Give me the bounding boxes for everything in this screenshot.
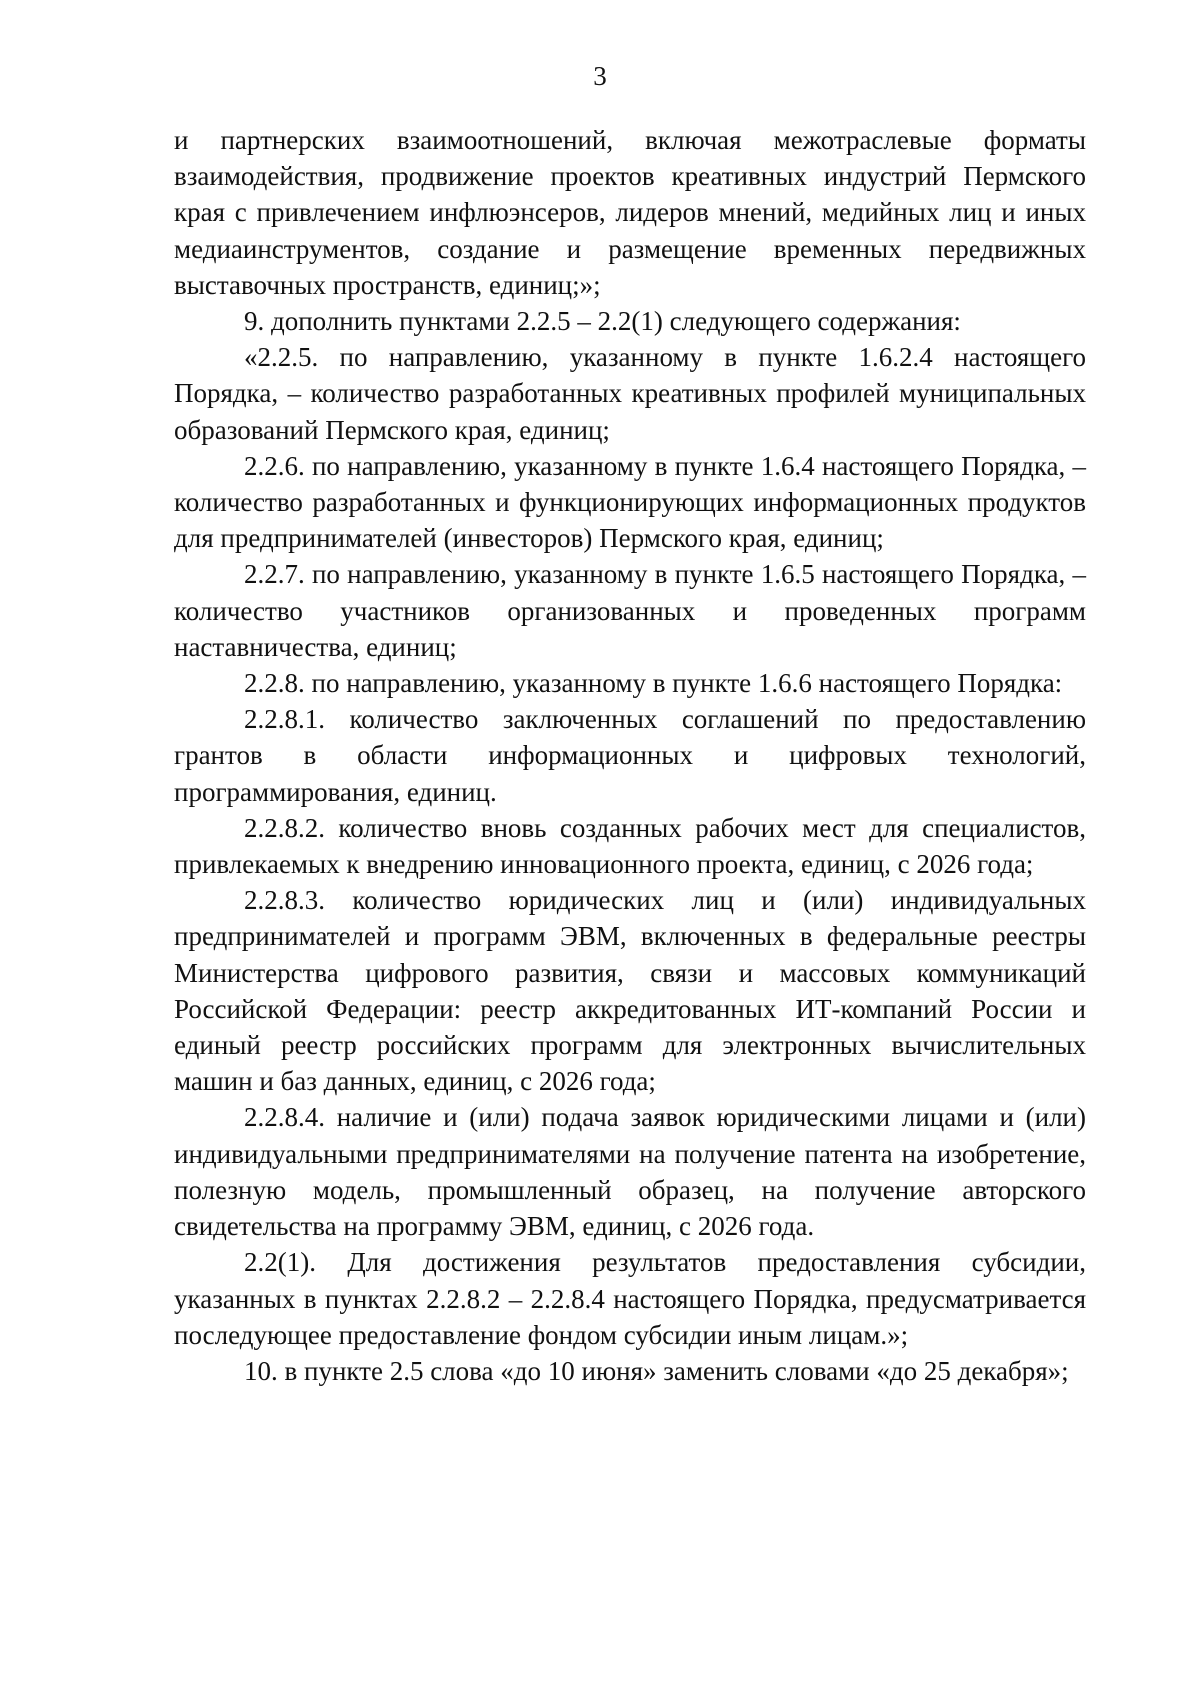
paragraph-2-2-8-3: 2.2.8.3. количество юридических лиц и (или) индивидуальных предпринимателей и программ ЭВМ, включенных в федеральные реестры Министерства цифрового развития, связи и массовых коммуникаций Российской Федерации: реестр аккредитованных ИТ-компаний России и единый реестр российских программ для электронных вычислительных машин и баз данных, единиц, с 2026 года; bbox=[174, 885, 1086, 1097]
document-body bbox=[174, 122, 1086, 1389]
paragraph-item-10: 10. в пункте 2.5 слова «до 10 июня» заменить словами «до 25 декабря»; bbox=[244, 1355, 1069, 1386]
paragraph-2-2-8: 2.2.8. по направлению, указанному в пункте 1.6.6 настоящего Порядка: bbox=[244, 668, 1063, 699]
page-number: 3 bbox=[593, 61, 607, 91]
paragraph-2-2-5: «2.2.5. по направлению, указанному в пункте 1.6.2.4 настоящего Порядка, – количество разработанных креативных профилей муниципальных образований Пермского края, единиц; bbox=[174, 342, 1086, 445]
paragraph-2-2-1: 2.2(1). Для достижения результатов предоставления субсидии, указанных в пунктах 2.2.8.2 – 2.2.8.4 настоящего Порядка, предусматривается последующее предоставление фондом субсидии иным лицам.»; bbox=[174, 1247, 1086, 1350]
paragraph-item-9: 9. дополнить пунктами 2.2.5 – 2.2(1) следующего содержания: bbox=[244, 306, 961, 337]
paragraph-2-2-6: 2.2.6. по направлению, указанному в пункте 1.6.4 настоящего Порядка, – количество разработанных и функционирующих информационных продуктов для предпринимателей (инвесторов) Пермского края, единиц; bbox=[174, 450, 1086, 554]
paragraph-2-2-8-1: 2.2.8.1. количество заключенных соглашений по предоставлению грантов в области информационных и цифровых технологий, программирования, единиц. bbox=[174, 704, 1086, 807]
paragraph-2-2-7: 2.2.7. по направлению, указанному в пункте 1.6.5 настоящего Порядка, – количество участников организованных и проведенных программ наставничества, единиц; bbox=[174, 559, 1086, 662]
paragraph-2-2-8-2: 2.2.8.2. количество вновь созданных рабочих мест для специалистов, привлекаемых к внедрению инновационного проекта, единиц, с 2026 года; bbox=[174, 812, 1086, 880]
paragraph-continuation: и партнерских взаимоотношений, включая межотраслевые форматы взаимодействия, продвижение проектов креативных индустрий Пермского края с привлечением инфлюэнсеров, лидеров мнений, медийных лиц и иных медиаинструментов, создание и размещение временных передвижных выставочных пространств, единиц;»; bbox=[174, 125, 1086, 300]
paragraph-2-2-8-4: 2.2.8.4. наличие и (или) подача заявок юридическими лицами и (или) индивидуальными предпринимателями на получение патента на изобретение, полезную модель, промышленный образец, на получение авторского свидетельства на программу ЭВМ, единиц, с 2026 года. bbox=[174, 1102, 1086, 1242]
